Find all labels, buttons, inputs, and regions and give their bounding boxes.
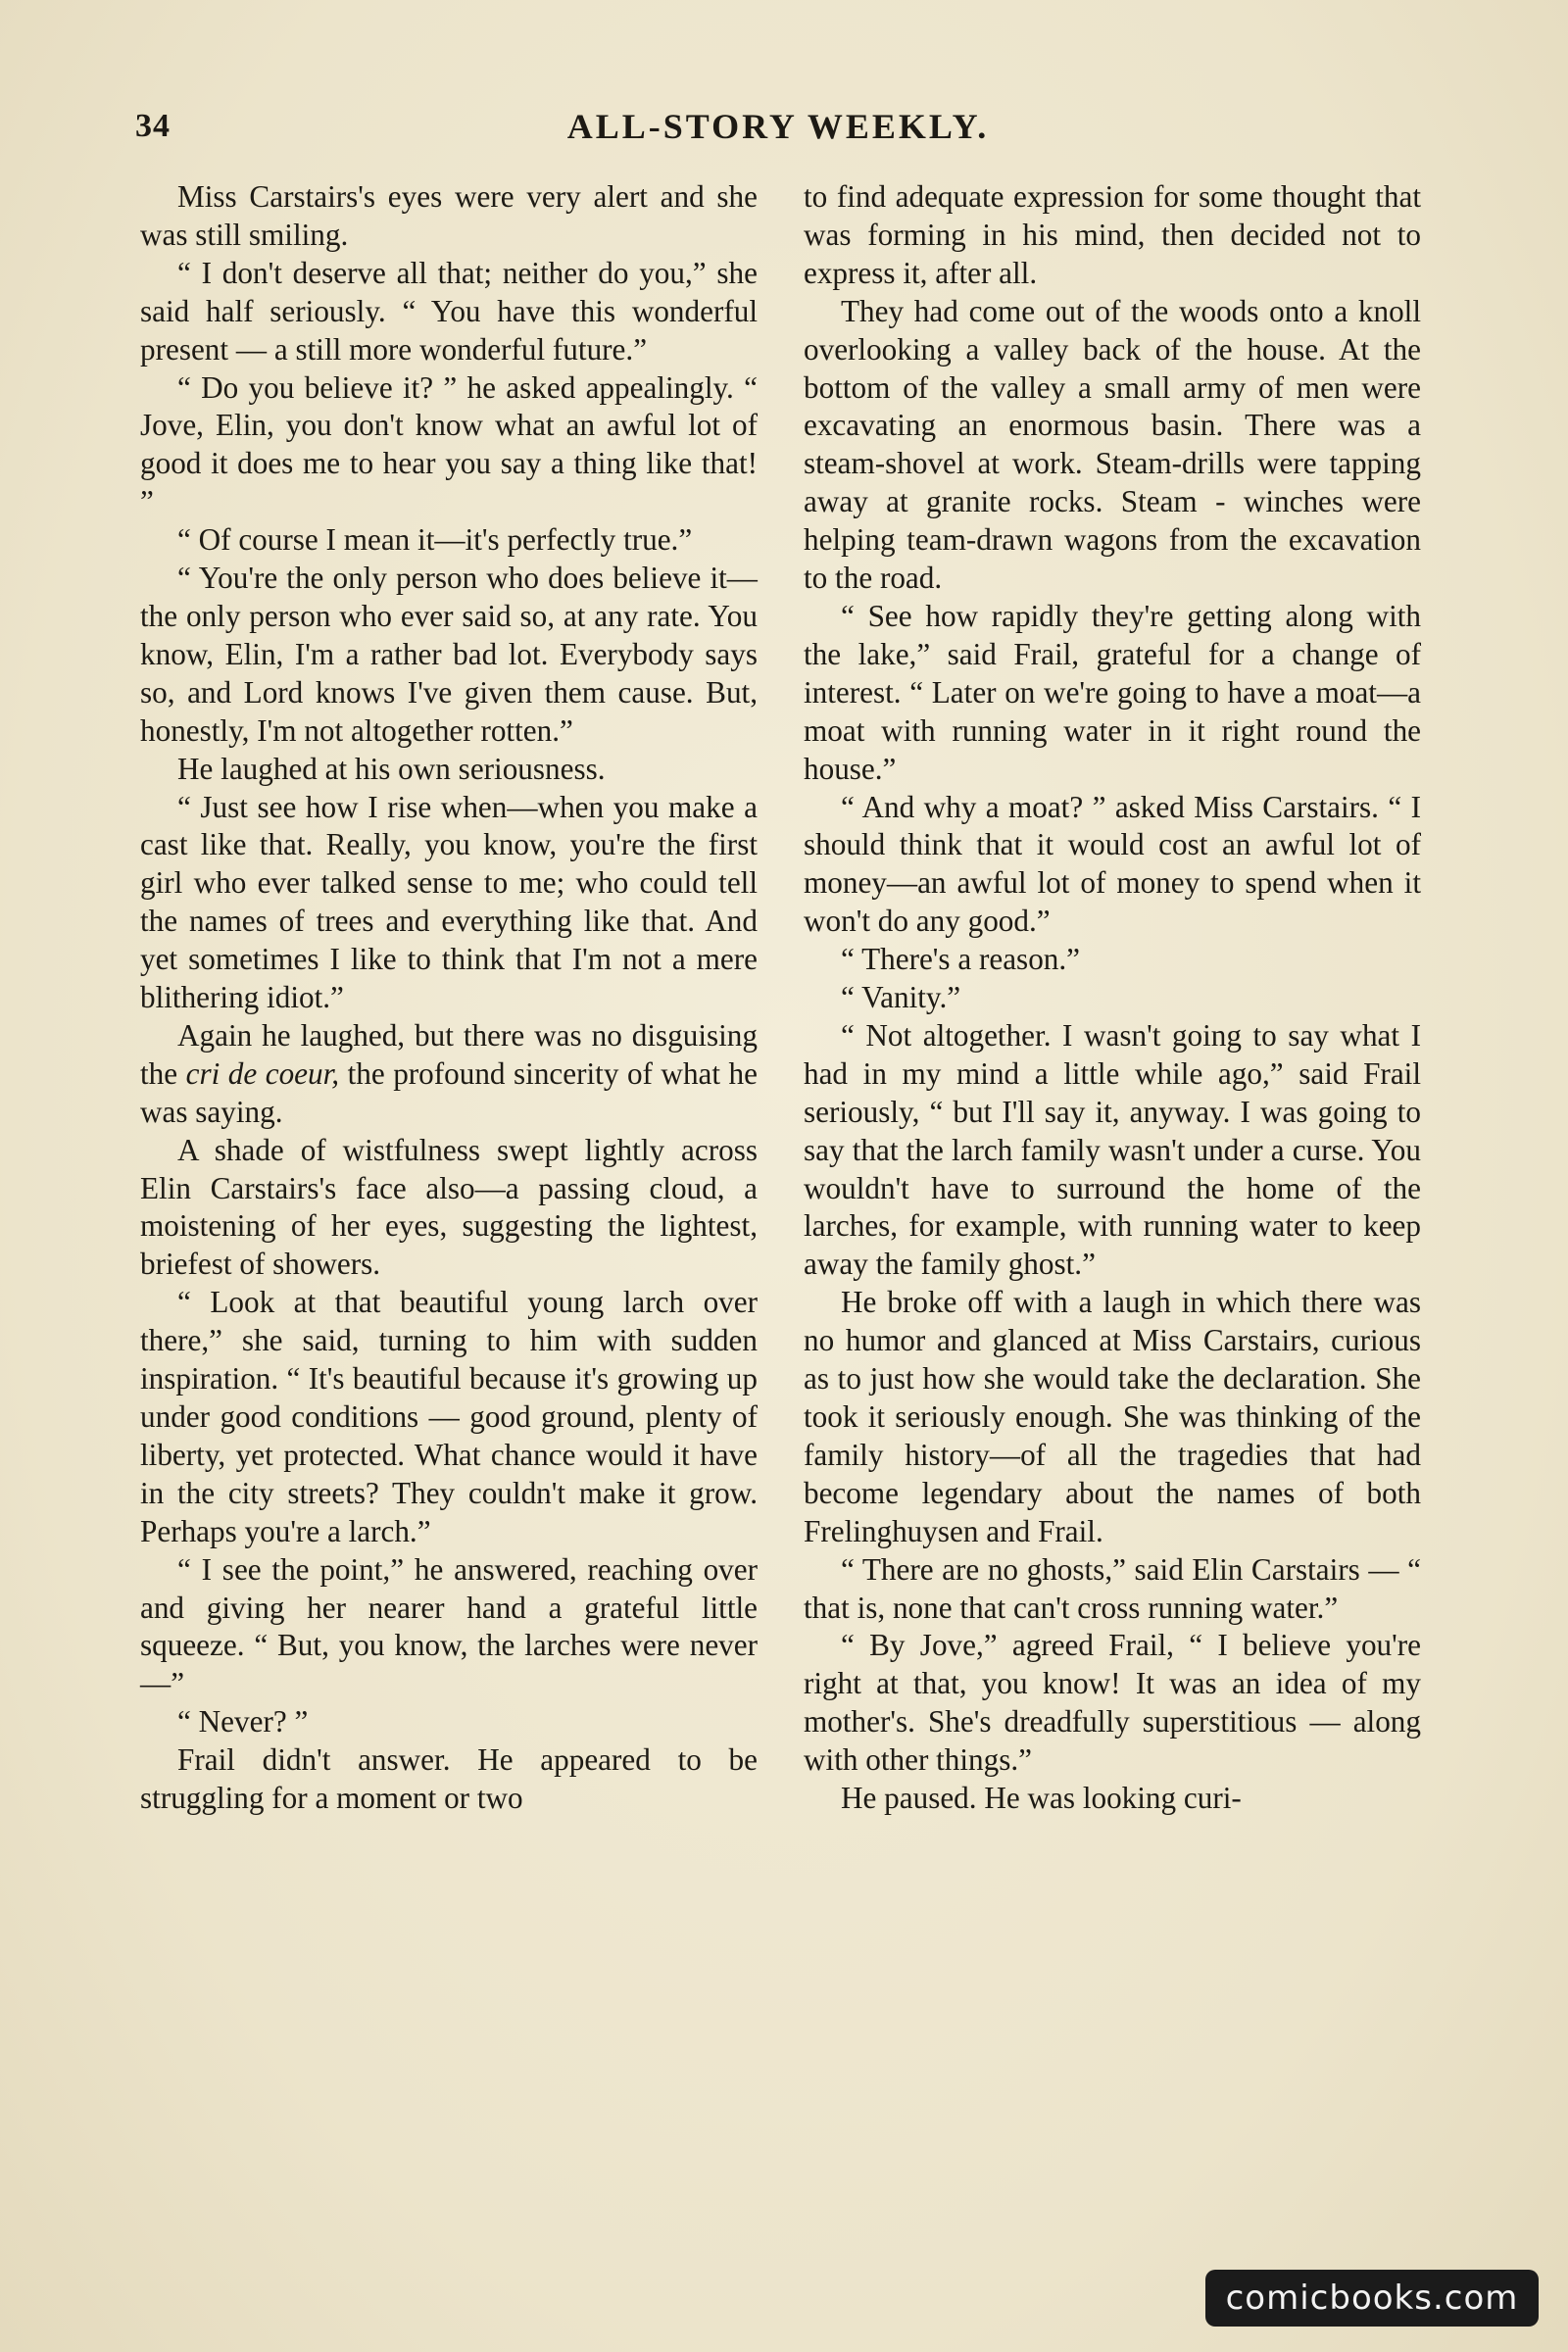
- paragraph: “ There's a reason.”: [841, 942, 1081, 977]
- paragraph: “ See how rapidly they're getting along with the lake,” said Frail, grateful for a change of interest. “ Later on we're going to have a moat—a moat with running water in it right round the house.”: [804, 598, 1421, 786]
- paragraph: “ Never? ”: [177, 1704, 309, 1740]
- paragraph: “ And why a moat? ” asked Miss Carstairs. “ I should think that it would cost an awful lot of money—an awful lot of money to spend when it won't do any good.”: [804, 789, 1421, 939]
- watermark-text: comicbooks.com: [1225, 2278, 1519, 2318]
- right-text-column: [804, 178, 1421, 1818]
- paragraph: “ Look at that beautiful young larch over there,” she said, turning to him with sudden inspiration. “ It's beautiful because it's growing up under good conditions — good ground, plenty of liberty, yet protected. What chance would it have in the city streets? They couldn't make it grow. Perhaps you're a larch.”: [140, 1285, 758, 1548]
- paragraph: “ Of course I mean it—it's perfectly true.”: [177, 522, 693, 558]
- paragraph: “ You're the only person who does believe it—the only person who ever said so, at any rate. You know, Elin, I'm a rather bad lot. Everybody says so, and Lord knows I've given them cause. But, honestly, I'm not altogether rotten.”: [140, 561, 758, 748]
- paragraph: “ Vanity.”: [841, 980, 961, 1015]
- paragraph: “ I see the point,” he answered, reaching over and giving her nearer hand a grateful little squeeze. “ But, you know, the larches were never—”: [140, 1551, 758, 1701]
- paragraph: He broke off with a laugh in which there was no humor and glanced at Miss Carstairs, curious as to just how she would take the declaration. She took it seriously enough. She was thinking of the family history—of all the tragedies that had become legendary about the names of both Frelinghuysen and Frail.: [804, 1285, 1421, 1548]
- paragraph: He paused. He was looking curi-: [841, 1781, 1242, 1816]
- paragraph: They had come out of the woods onto a knoll overlooking a valley back of the house. At the bottom of the valley a small army of men were excavating an enormous basin. There was a steam-shovel at work. Steam-drills were tapping away at granite rocks. Steam - winches were helping team-drawn wagons from the excavation to the road.: [804, 293, 1421, 596]
- page-number: 34: [135, 108, 171, 144]
- watermark-logo: [1205, 2270, 1539, 2327]
- left-text-column: [140, 178, 758, 1818]
- page-header: [135, 102, 1421, 161]
- paragraph: He laughed at his own seriousness.: [177, 751, 606, 786]
- paragraph: “ Do you believe it? ” he asked appealingly. “ Jove, Elin, you don't know what an awful lot of good it does me to hear you say a thing like that! ”: [140, 369, 758, 519]
- paragraph: A shade of wistfulness swept lightly across Elin Carstairs's face also—a passing cloud, a moistening of her eyes, suggesting the lightest, briefest of showers.: [140, 1132, 758, 1282]
- paragraph: “ Not altogether. I wasn't going to say what I had in my mind a little while ago,” said Frail seriously, “ but I'll say it, anyway. I was going to say that the larch family wasn't under a curse. You wouldn't have to surround the home of the larches, for example, with running water to keep away the family ghost.”: [804, 1017, 1421, 1282]
- paragraph: “ Just see how I rise when—when you make a cast like that. Really, you know, you're the first girl who ever talked sense to me; who could tell the names of trees and everything like that. And yet sometimes I like to think that I'm not a mere blithering idiot.”: [140, 789, 758, 1015]
- paragraph: “ I don't deserve all that; neither do you,” she said half seriously. “ You have this wonderful present — a still more wonderful future.”: [140, 255, 758, 367]
- paragraph: “ There are no ghosts,” said Elin Carstairs — “ that is, none that can't cross running water.”: [804, 1551, 1421, 1625]
- paragraph: Miss Carstairs's eyes were very alert and she was still smiling.: [140, 179, 758, 252]
- paragraph: Again he laughed, but there was no disguising the cri de coeur, the profound sincerity of what he was saying.: [140, 1017, 758, 1129]
- paragraph: “ By Jove,” agreed Frail, “ I believe you're right at that, you know! It was an idea of my mother's. She's dreadfully superstitious — along with other things.”: [804, 1628, 1421, 1778]
- paragraph: to find adequate expression for some thought that was forming in his mind, then decided not to express it, after all.: [804, 179, 1421, 290]
- running-title: ALL-STORY WEEKLY.: [566, 107, 990, 146]
- paragraph: Frail didn't answer. He appeared to be struggling for a moment or two: [140, 1742, 758, 1816]
